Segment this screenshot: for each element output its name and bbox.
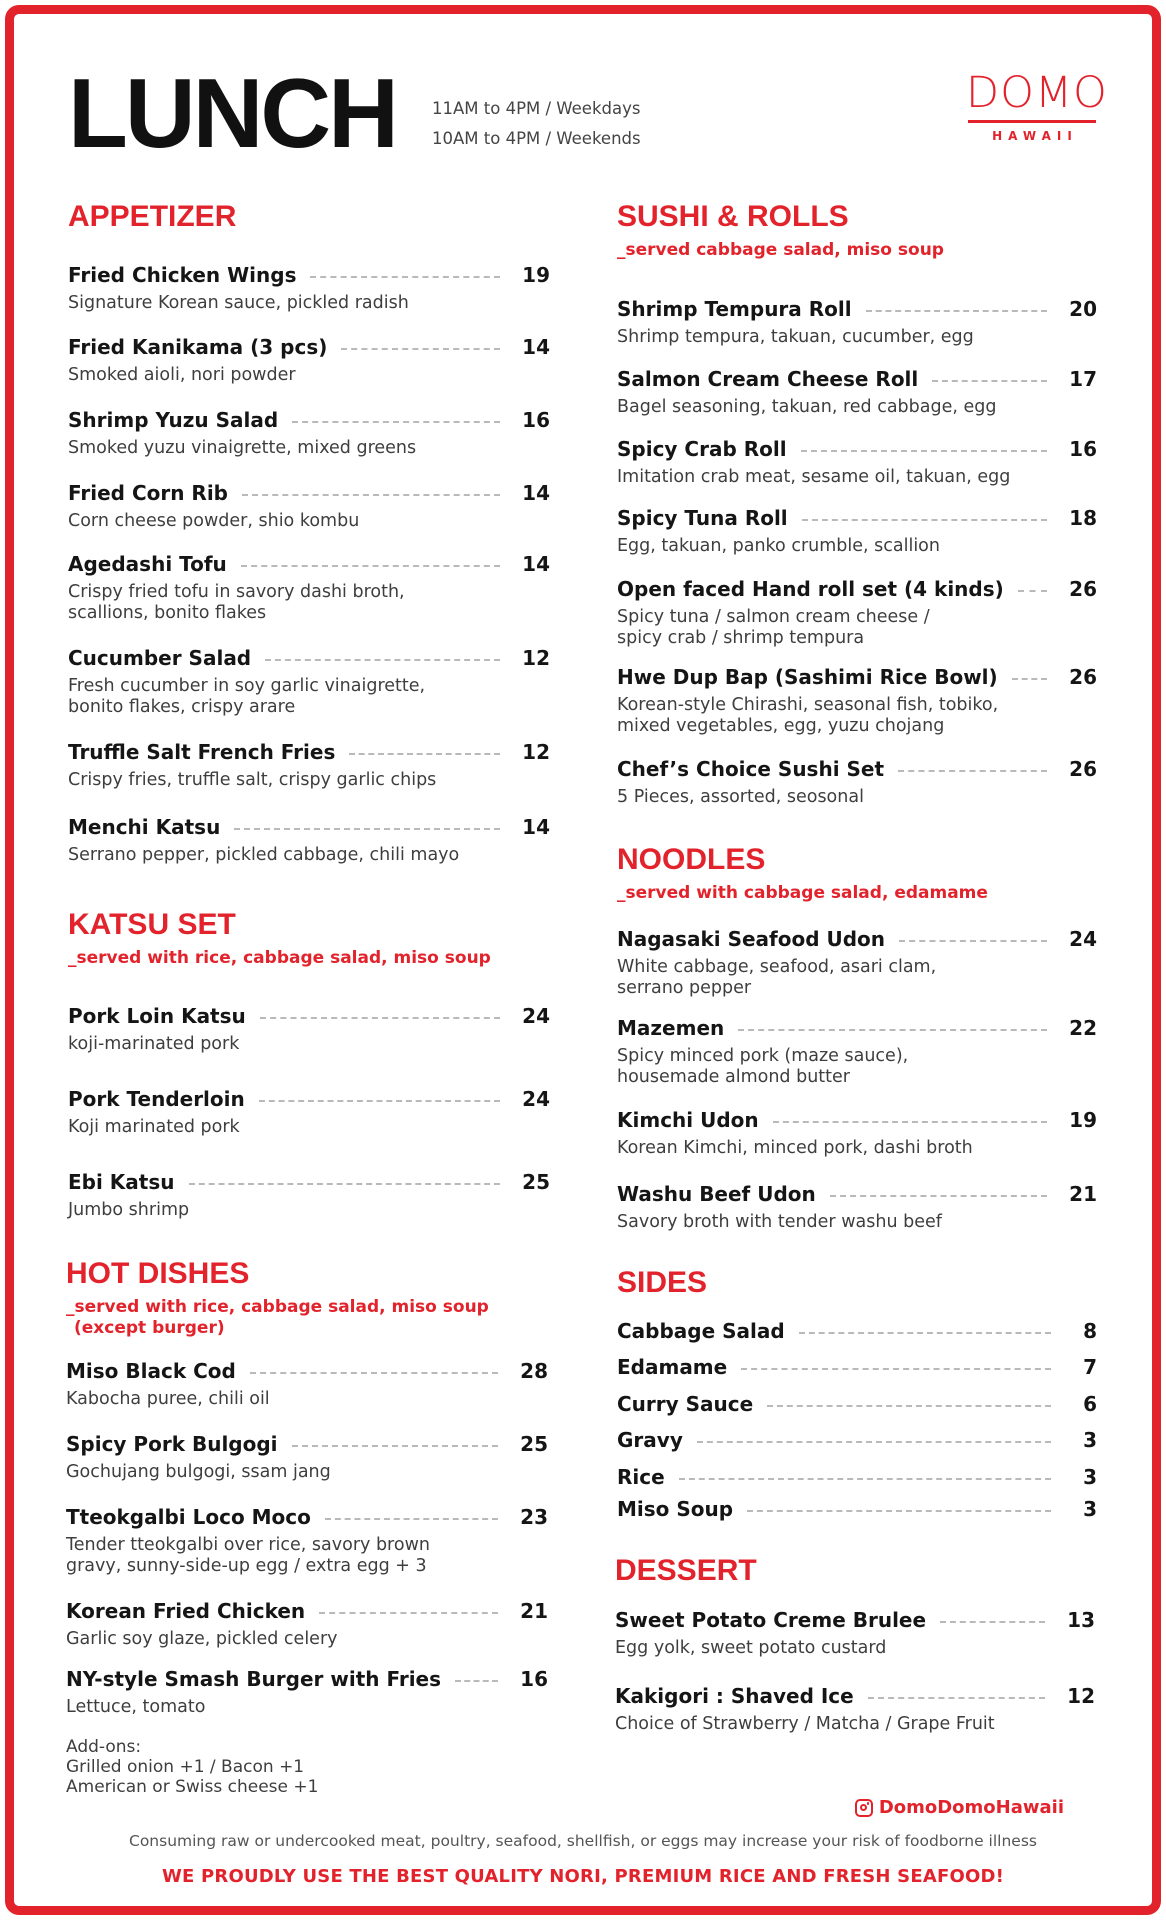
section-note: _served with rice, cabbage salad, miso soup [68,948,491,968]
side-item [617,1427,1097,1453]
item-price: 24 [522,1004,550,1028]
item-price: 22 [1069,1016,1097,1040]
item-name: Cucumber Salad [68,646,252,670]
item-price: 26 [1069,665,1097,689]
desc-line: housemade almond butter [617,1067,850,1087]
item-name: Korean Fried Chicken [66,1599,306,1623]
item-name: NY-style Smash Burger with Fries [66,1667,442,1691]
item-price: 3 [1083,1465,1097,1489]
item-description [68,582,550,624]
desc-line: Fresh cucumber in soy garlic vinaigrette, [68,676,426,696]
item-name: Cabbage Salad [617,1319,785,1343]
desc-line: Korean-style Chirashi, seasonal fish, tobiko, [617,695,999,715]
desc-line: White cabbage, seafood, asari clam, [617,957,937,977]
item-name: Pork Loin Katsu [68,1004,246,1028]
menu-item [615,1607,1095,1659]
dotted-leader [349,753,500,755]
dotted-leader [1012,678,1047,680]
dotted-leader [738,1029,1047,1031]
item-description [617,607,1097,649]
dotted-leader [747,1510,1051,1512]
item-name: Miso Black Cod [66,1359,236,1383]
section-noodles [617,843,1097,904]
item-price: 14 [522,481,550,505]
item-name: Shrimp Tempura Roll [617,297,852,321]
dotted-leader [455,1680,498,1682]
desc-line: mixed vegetables, egg, yuzu chojang [617,716,945,736]
item-description: Crispy fries, truffle salt, crispy garlic chips [68,770,437,790]
section-sides [617,1266,1097,1300]
menu-item [68,1169,550,1221]
section-note: _served with cabbage salad, edamame [617,883,988,903]
item-price: 8 [1083,1319,1097,1343]
item-name: Ebi Katsu [68,1170,175,1194]
dotted-leader [741,1368,1051,1370]
dotted-leader [679,1478,1051,1480]
menu-header [68,58,1108,184]
item-price: 24 [522,1087,550,1111]
item-price: 26 [1069,757,1097,781]
menu-item [617,366,1097,418]
dotted-leader [799,1332,1051,1334]
menu-item [617,1107,1097,1159]
item-name: Miso Soup [617,1497,734,1521]
desc-line: serrano pepper [617,978,752,998]
desc-line: spicy crab / shrimp tempura [617,628,865,648]
section-title: HOT DISHES [66,1257,250,1290]
side-item [617,1464,1097,1490]
item-name: Kimchi Udon [617,1108,759,1132]
menu-item [66,1504,548,1577]
side-item [617,1496,1097,1522]
item-name: Curry Sauce [617,1392,754,1416]
dotted-leader [899,940,1047,942]
side-item [617,1318,1097,1344]
item-name: Spicy Tuna Roll [617,506,788,530]
section-katsu-set [68,908,550,969]
menu-item [66,1431,548,1483]
item-price: 14 [522,815,550,839]
item-price: 16 [520,1667,548,1691]
domo-logo [966,68,1108,143]
dotted-leader [241,565,500,567]
instagram-icon [855,1799,873,1817]
hours-block [432,94,641,154]
item-price: 14 [522,335,550,359]
dotted-leader [940,1621,1045,1623]
item-price: 25 [522,1170,550,1194]
item-description: 5 Pieces, assorted, seosonal [617,787,864,807]
menu-item [617,1015,1097,1088]
item-name: Spicy Pork Bulgogi [66,1432,278,1456]
item-description: Imitation crab meat, sesame oil, takuan, egg [617,467,1011,487]
menu-item [68,551,550,624]
item-price: 17 [1069,367,1097,391]
item-description: koji-marinated pork [68,1034,240,1054]
item-price: 19 [522,263,550,287]
food-safety-disclaimer: Consuming raw or undercooked meat, poultry, seafood, shellfish, or eggs may increase your risk of foodborne illness [129,1832,1037,1850]
item-name: Mazemen [617,1016,725,1040]
item-price: 16 [1069,437,1097,461]
item-price: 23 [520,1505,548,1529]
menu-item [68,1003,550,1055]
item-description: Signature Korean sauce, pickled radish [68,293,409,313]
item-name: Menchi Katsu [68,815,221,839]
item-name: Salmon Cream Cheese Roll [617,367,919,391]
item-description: Smoked yuzu vinaigrette, mixed greens [68,438,417,458]
dotted-leader [801,450,1048,452]
dotted-leader [868,1697,1045,1699]
item-description [617,957,1097,999]
hours-weekdays: 11AM to 4PM / Weekdays [432,99,641,118]
menu-item [617,505,1097,557]
dotted-leader [234,828,500,830]
item-name: Fried Chicken Wings [68,263,297,287]
menu-item [68,334,550,386]
item-price: 21 [520,1599,548,1623]
item-description: Serrano pepper, pickled cabbage, chili mayo [68,845,460,865]
item-description: Gochujang bulgogi, ssam jang [66,1462,331,1482]
addons-line: American or Swiss cheese +1 [66,1777,319,1797]
item-description: Corn cheese powder, shio kombu [68,511,360,531]
section-title: KATSU SET [68,908,236,941]
menu-item [617,436,1097,488]
logo-wordmark: DOMO [966,68,1108,118]
item-description: Korean Kimchi, minced pork, dashi broth [617,1138,973,1158]
menu-item [68,814,550,866]
dotted-leader [697,1441,1051,1443]
section-title: APPETIZER [68,200,237,233]
dotted-leader [259,1100,500,1102]
item-name: Pork Tenderloin [68,1087,245,1111]
item-price: 25 [520,1432,548,1456]
desc-line: Spicy minced pork (maze sauce), [617,1046,909,1066]
item-price: 20 [1069,297,1097,321]
item-description: Garlic soy glaze, pickled celery [66,1629,338,1649]
menu-item [66,1358,548,1410]
menu-item [617,926,1097,999]
item-price: 6 [1083,1392,1097,1416]
desc-line: Tender tteokgalbi over rice, savory brown [66,1535,430,1555]
item-description: Jumbo shrimp [68,1200,190,1220]
menu-item [68,1086,550,1138]
section-note [66,1297,548,1339]
item-description: Smoked aioli, nori powder [68,365,296,385]
item-description: Choice of Strawberry / Matcha / Grape Fruit [615,1714,995,1734]
dotted-leader [310,276,500,278]
item-price: 12 [522,740,550,764]
logo-subtitle: HAWAII [992,129,1078,143]
dotted-leader [189,1183,501,1185]
section-hot-dishes [66,1257,548,1339]
item-price: 19 [1069,1108,1097,1132]
item-description: Egg yolk, sweet potato custard [615,1638,887,1658]
section-dessert [615,1554,1095,1588]
menu-item [617,756,1097,808]
item-name: Chef’s Choice Sushi Set [617,757,885,781]
item-name: Hwe Dup Bap (Sashimi Rice Bowl) [617,665,998,689]
dotted-leader [250,1372,498,1374]
menu-item [66,1666,548,1718]
section-note: _served cabbage salad, miso soup [617,240,944,260]
menu-item [66,1598,548,1650]
section-sushi-rolls [617,200,1097,261]
item-description: Kabocha puree, chili oil [66,1389,270,1409]
item-price: 28 [520,1359,548,1383]
dotted-leader [319,1612,498,1614]
item-description: Bagel seasoning, takuan, red cabbage, egg [617,397,997,417]
addons-line: Grilled onion +1 / Bacon +1 [66,1757,305,1777]
desc-line: Crispy fried tofu in savory dashi broth, [68,582,405,602]
menu-item [617,664,1097,737]
menu-item [68,262,550,314]
item-price: 18 [1069,506,1097,530]
item-name: Shrimp Yuzu Salad [68,408,279,432]
dotted-leader [773,1121,1048,1123]
desc-line: bonito flakes, crispy arare [68,697,296,717]
dotted-leader [292,1445,499,1447]
item-price: 24 [1069,927,1097,951]
menu-item [68,645,550,718]
item-price: 26 [1069,577,1097,601]
item-price: 12 [1067,1684,1095,1708]
menu-item [68,407,550,459]
menu-item [615,1683,1095,1735]
quality-statement: WE PROUDLY USE THE BEST QUALITY NORI, PREMIUM RICE AND FRESH SEAFOOD! [161,1866,1004,1887]
item-price: 7 [1083,1355,1097,1379]
item-description [617,695,1097,737]
menu-title: LUNCH [68,58,396,168]
dotted-leader [830,1195,1047,1197]
item-description: Egg, takuan, panko crumble, scallion [617,536,940,556]
menu-item [617,576,1097,649]
item-description [66,1535,548,1577]
item-description: Savory broth with tender washu beef [617,1212,942,1232]
desc-line: gravy, sunny-side-up egg / extra egg + 3 [66,1556,427,1576]
logo-rule [968,120,1096,123]
section-title: NOODLES [617,843,766,876]
item-description [617,1046,1097,1088]
section-title: DESSERT [615,1554,757,1587]
dotted-leader [767,1405,1051,1407]
item-price: 3 [1083,1497,1097,1521]
item-name: Agedashi Tofu [68,552,227,576]
item-description: Lettuce, tomato [66,1697,206,1717]
item-name: Edamame [617,1355,728,1379]
item-name: Kakigori : Shaved Ice [615,1684,854,1708]
item-name: Nagasaki Seafood Udon [617,927,886,951]
section-appetizer [68,200,550,234]
item-name: Fried Kanikama (3 pcs) [68,335,328,359]
item-name: Washu Beef Udon [617,1182,816,1206]
dotted-leader [898,770,1047,772]
section-title: SIDES [617,1266,708,1299]
item-name: Tteokgalbi Loco Moco [66,1505,311,1529]
instagram-text: DomoDomoHawaii [878,1797,1064,1818]
dotted-leader [802,519,1047,521]
dotted-leader [242,494,500,496]
item-name: Truffle Salt French Fries [68,740,336,764]
menu-item [617,296,1097,348]
item-price: 13 [1067,1608,1095,1632]
item-name: Gravy [617,1428,683,1452]
side-item [617,1354,1097,1380]
dotted-leader [866,310,1048,312]
side-item [617,1391,1097,1417]
item-name: Open faced Hand roll set (4 kinds) [617,577,1004,601]
instagram-handle[interactable] [855,1797,1064,1818]
dotted-leader [292,421,500,423]
item-description: Shrimp tempura, takuan, cucumber, egg [617,327,974,347]
item-price: 21 [1069,1182,1097,1206]
note-line: _served with rice, cabbage salad, miso soup [66,1297,489,1317]
burger-addons [66,1737,318,1797]
item-name: Spicy Crab Roll [617,437,787,461]
dotted-leader [341,348,500,350]
item-price: 16 [522,408,550,432]
desc-line: Spicy tuna / salmon cream cheese / [617,607,930,627]
item-price: 14 [522,552,550,576]
desc-line: scallions, bonito flakes [68,603,267,623]
item-description [68,676,550,718]
dotted-leader [932,380,1047,382]
dotted-leader [1018,590,1047,592]
note-line: (except burger) [74,1318,225,1338]
menu-item [68,480,550,532]
item-name: Fried Corn Rib [68,481,228,505]
menu-item [68,739,550,791]
section-title: SUSHI & ROLLS [617,200,849,233]
item-price: 3 [1083,1428,1097,1452]
dotted-leader [260,1017,500,1019]
menu-item [617,1181,1097,1233]
item-name: Sweet Potato Creme Brulee [615,1608,927,1632]
item-price: 12 [522,646,550,670]
addons-title: Add-ons: [66,1737,142,1757]
item-description: Koji marinated pork [68,1117,240,1137]
dotted-leader [325,1518,498,1520]
hours-weekends: 10AM to 4PM / Weekends [432,129,641,148]
dotted-leader [265,659,500,661]
item-name: Rice [617,1465,665,1489]
